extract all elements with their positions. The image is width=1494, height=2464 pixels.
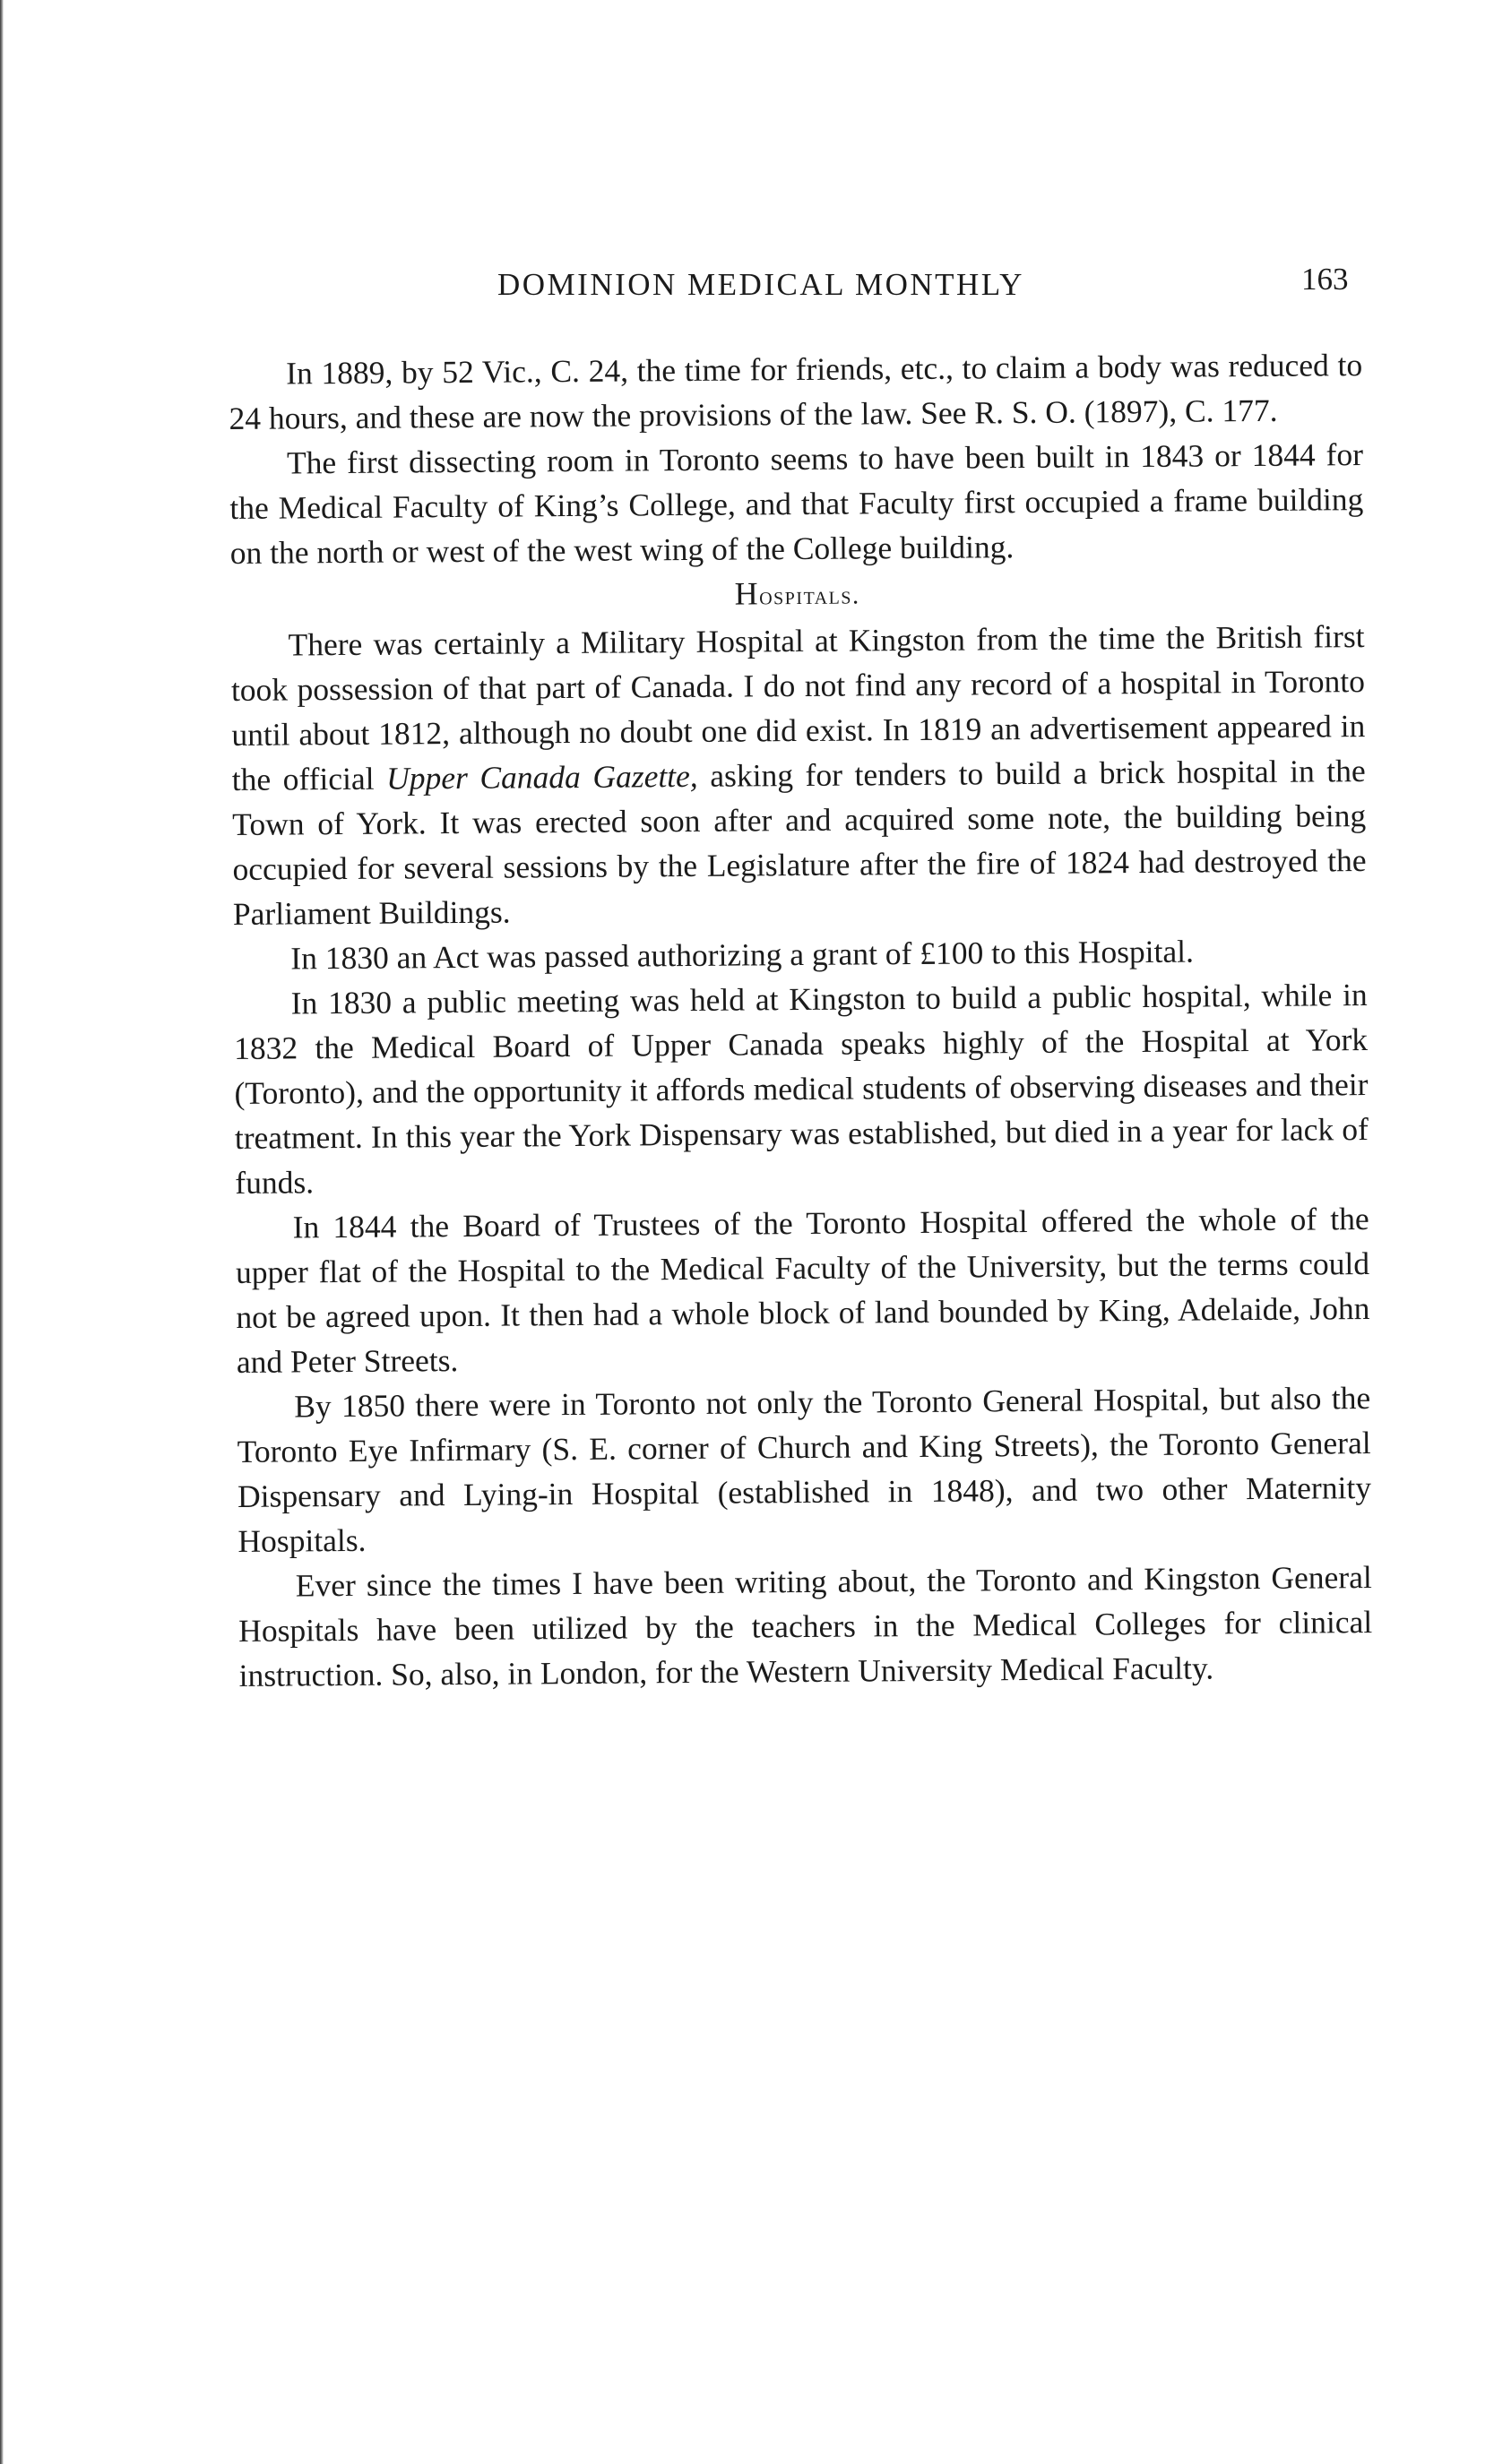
paragraph-military-hospital-part-2: asking for tenders to build a brick hospital in the Town of York. It was erected soon after and acquired some note, the building being occupied for several sessions by the Legislature after the fire of 1824 had destroyed the Parliament Buildings.	[231, 753, 1367, 932]
section-heading-hospitals: Hospitals.	[734, 575, 860, 612]
page-header	[0, 262, 1494, 315]
paragraph-dead-bodies-law: In 1889, by 52 Vic., C. 24, the time for friends, etc., to claim a body was reduced to 24 hours, and these are now the provisions of the law. See R. S. O. (1897), C. 177.	[229, 347, 1363, 436]
paragraph-toronto-1850: By 1850 there were in Toronto not only the Toronto General Hospital, but also the Toronto Eye Infirmary (S. E. corner of Church and King Streets), the Toronto General Dispensary and Lying-in Hospital (established in 1848), and two other Maternity Hospitals.	[237, 1380, 1372, 1559]
paragraph-board-of-trustees: In 1844 the Board of Trustees of the Toronto Hospital offered the whole of the upper flat of the Hospital to the Medical Faculty of the University, but the terms could not be agreed upon. It then had a whole block of land bounded by King, Adelaide, John and Peter Streets.	[235, 1201, 1370, 1380]
page-binding-edge	[0, 0, 4, 2464]
page-number: 163	[1301, 262, 1349, 297]
gazette-title: Upper Canada Gazette,	[385, 757, 698, 797]
running-title: DOMINION MEDICAL MONTHLY	[497, 267, 1024, 302]
paragraph-act-1830: In 1830 an Act was passed authorizing a grant of £100 to this Hospital.	[290, 933, 1195, 977]
paragraph-clinical-instruction: Ever since the times I have been writing about, the Toronto and Kingston General Hospitals have been utilized by the teachers in the Medical Colleges for clinical instruction. So, also, in London, for the Western University Medical Faculty.	[238, 1559, 1373, 1693]
paragraph-kingston-meeting: In 1830 a public meeting was held at Kingston to build a public hospital, while in 1832 the Medical Board of Upper Canada speaks highly of the Hospital at York (Toronto), and the opportunity it affords medical students of observing diseases and their treatment. In this year the York Dispensary was established, but died in a year for lack of funds.	[233, 977, 1369, 1201]
paragraph-military-hospital-part-1: There was certainly a Military Hospital at Kingston from the time the British first took possession of that part of Canada. I do not find any record of a hospital in Toronto until about 1812, although no doubt one did exist. In 1819 an advertisement appeared in the official	[230, 618, 1366, 797]
paragraph-first-dissecting-room: The first dissecting room in Toronto seems to have been built in 1843 or 1844 for the Medical Faculty of King’s College, and that Faculty first occupied a frame building on the north or west of the west wing of the College building.	[229, 436, 1364, 571]
paragraph-military-hospital	[230, 614, 1367, 936]
body-text	[229, 342, 1373, 1698]
